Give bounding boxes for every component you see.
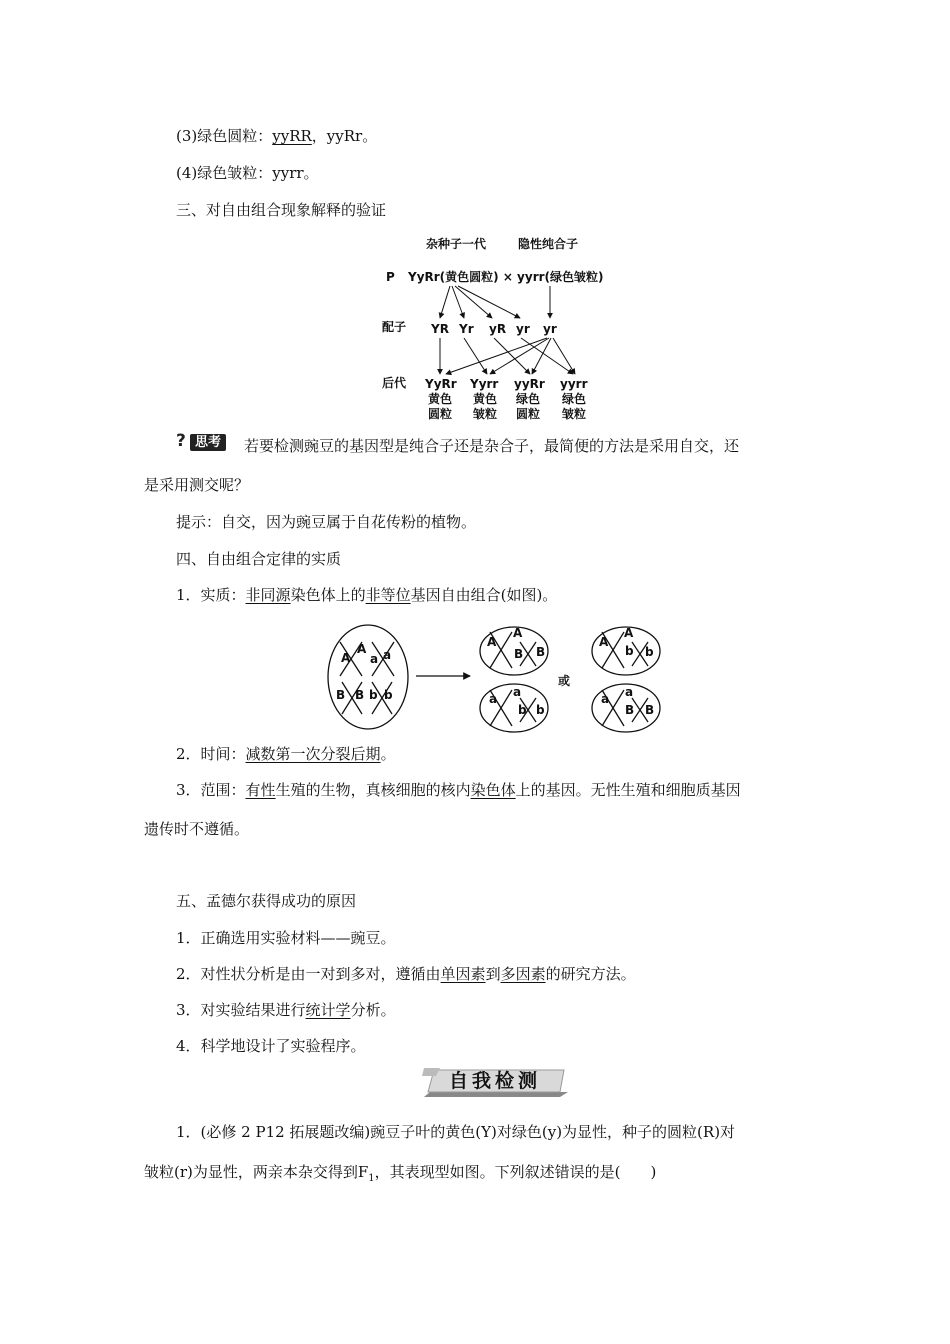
success-item-4: 4．科学地设计了实验程序。 [176, 1037, 366, 1055]
gene-label: A [624, 626, 634, 640]
offspring-color: 绿色 [516, 392, 541, 406]
think-question-cont: 是采用测交呢？ [144, 476, 250, 494]
offspring-shape: 皱粒 [473, 407, 498, 421]
header-recessive: 隐性纯合子 [518, 237, 579, 251]
parent-cross: YyRr(黄色圆粒) × yyrr(绿色皱粒) [408, 270, 604, 284]
gene-label: b [518, 703, 527, 717]
gene-label: B [625, 703, 635, 717]
offspring-genotype: YyRr [425, 377, 457, 391]
line-green-wrinkled: (4)绿色皱粒：yyrr。 [176, 164, 319, 182]
gene-label: a [383, 648, 392, 662]
offspring-color: 黄色 [428, 392, 453, 406]
offspring-shape: 皱粒 [562, 407, 587, 421]
gene-label: a [489, 692, 498, 706]
gamete: yr [516, 322, 530, 336]
success-item-3: 3．对实验结果进行统计学分析。 [176, 1001, 396, 1019]
gene-label: b [536, 703, 545, 717]
think-icon: ? 思考 [176, 434, 228, 452]
gene-label: A [513, 626, 523, 640]
line-green-round: (3)绿色圆粒：yyRR，yyRr。 [176, 127, 378, 145]
gamete: YR [431, 322, 449, 336]
gene-label: b [384, 688, 393, 702]
offspring-genotype: yyrr [560, 377, 588, 391]
header-hybrid: 杂种子一代 [426, 237, 487, 251]
success-item-2: 2．对性状分析是由一对到多对，遵循由单因素到多因素的研究方法。 [176, 965, 636, 983]
offspring-color: 绿色 [562, 392, 587, 406]
gene-label: b [369, 688, 378, 702]
gene-label: A [487, 635, 497, 649]
hint-answer: 提示：自交，因为豌豆属于自花传粉的植物。 [176, 513, 477, 531]
gene-label: a [513, 685, 522, 699]
think-label: 思考 [190, 434, 226, 451]
gamete: yr [543, 322, 557, 336]
essence-item-3-cont: 遗传时不遵循。 [144, 820, 250, 838]
gamete-label: 配子 [382, 320, 407, 334]
question-1-cont: 皱粒(r)为显性，两亲本杂交得到$F_1$，其表现型如图。下列叙述错误的是( ) [144, 1163, 657, 1184]
or-label: 或 [558, 674, 571, 688]
essence-item-2: 2．时间：减数第一次分裂后期。 [176, 745, 396, 763]
offspring-shape: 圆粒 [516, 407, 541, 421]
heading-success: 五、孟德尔获得成功的原因 [176, 892, 357, 910]
gamete: Yr [459, 322, 474, 336]
gene-label: A [599, 635, 609, 649]
heading-essence: 四、自由组合定律的实质 [176, 550, 342, 568]
offspring-color: 黄色 [473, 392, 498, 406]
parent-label: P [386, 270, 395, 284]
gene-label: B [514, 647, 524, 661]
self-test-banner [420, 1066, 570, 1098]
gene-label: a [370, 652, 379, 666]
essence-item-3: 3．范围：有性生殖的生物，真核细胞的核内染色体上的基因。无性生殖和细胞质基因 [176, 781, 741, 799]
heading-verification: 三、对自由组合现象解释的验证 [176, 201, 387, 219]
gamete: yR [489, 322, 507, 336]
offspring-genotype: yyRr [514, 377, 545, 391]
offspring-genotype: Yyrr [470, 377, 499, 391]
gene-label: b [645, 645, 654, 659]
gene-label: B [645, 703, 655, 717]
think-question: 若要检测豌豆的基因型是纯合子还是杂合子，最简便的方法是采用自交，还 [244, 437, 740, 455]
question-1: 1．(必修 2 P12 拓展题改编)豌豆子叶的黄色(Y)对绿色(y)为显性，种子的圆粒(R)对 [176, 1123, 736, 1141]
gene-label: B [536, 645, 546, 659]
gene-label: a [625, 685, 634, 699]
gene-label: B [336, 688, 346, 702]
gene-label: A [341, 651, 351, 665]
offspring-shape: 圆粒 [428, 407, 453, 421]
success-item-1: 1．正确选用实验材料——豌豆。 [176, 929, 396, 947]
gene-label: a [601, 692, 610, 706]
gene-label: B [355, 688, 365, 702]
self-test-title: 自我检测 [448, 1070, 541, 1092]
gene-label: b [625, 644, 634, 658]
offspring-label: 后代 [382, 376, 407, 390]
essence-item-1: 1．实质：非同源染色体上的非等位基因自由组合(如图)。 [176, 586, 558, 604]
gene-label: A [357, 642, 367, 656]
